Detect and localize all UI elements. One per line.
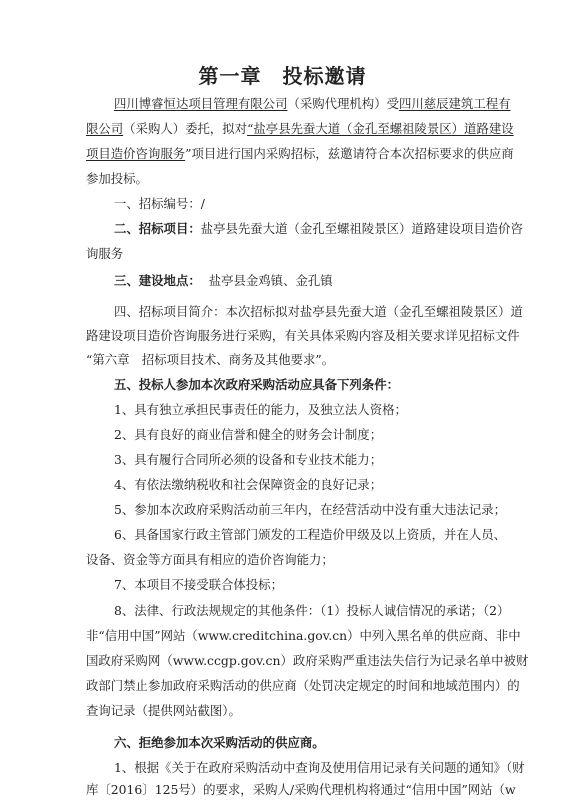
condition-6: 6、具备国家行政主管部门颁发的工程造价甲级及以上资质，并在人员、 <box>114 527 506 542</box>
chapter-title: 第一章 投标邀请 <box>198 64 367 88</box>
condition-4: 4、有依法缴纳税收和社会保障资金的良好记录； <box>114 477 383 492</box>
section-location: 三、建设地点： 盐亭县金鸡镇、金孔镇 <box>114 273 333 288</box>
intro-line-4: 参加投标。 <box>86 171 148 186</box>
condition-8-cont-4: 查询记录（提供网站截图）。 <box>86 703 241 718</box>
section-bid-project: 二、招标项目：盐亭县先蚕大道（金孔至螺祖陵景区）道路建设项目造价咨 <box>114 221 523 236</box>
condition-8-cont-3: 政部门禁止参加政府采购活动的供应商（处罚决定规定的时间和地域范围内）的 <box>86 678 520 693</box>
section-rejected-heading: 六、拒绝参加本次采购活动的供应商。 <box>114 735 325 750</box>
section-bid-project-cont: 询服务 <box>86 246 124 261</box>
project-name: “盐亭县先蚕大道（金孔至螺祖陵景区）道路建设 <box>247 121 514 136</box>
rejected-item-1-cont: 库〔2016〕125号）的要求，采购人/采购代理机构将通过“信用中国”网站（w <box>86 782 516 797</box>
condition-6-cont: 设备、资金等方面具有相应的造价咨询能力； <box>86 552 334 567</box>
intro-line-3: 项目造价咨询服务”项目进行国内采购招标，兹邀请符合本次招标要求的供应商 <box>86 146 514 161</box>
condition-8-cont-1: 非“信用中国”网站（www.creditchina.gov.cn）中列入黑名单的供应商、非中 <box>86 628 521 643</box>
condition-2: 2、具有良好的商业信誉和健全的财务会计制度； <box>114 427 383 442</box>
condition-5: 5、参加本次政府采购活动前三年内，在经营活动中没有重大违法记录； <box>114 502 506 517</box>
rejected-item-1: 1、根据《关于在政府采购活动中查询及使用信用记录有关问题的通知》（财 <box>114 760 525 775</box>
buyer-name-cont: 限公司 <box>86 121 124 136</box>
section-conditions-heading: 五、投标人参加本次政府采购活动应具备下列条件： <box>114 377 399 392</box>
condition-8: 8、法律、行政法规规定的其他条件：（1）投标人诚信情况的承诺；（2） <box>114 603 510 618</box>
section-summary-cont-1: 路建设项目造价咨询服务进行采购，有关具体采购内容及相关要求详见招标文件 <box>86 328 520 343</box>
section-summary: 四、招标项目简介：本次招标拟对盐亭县先蚕大道（金孔至螺祖陵景区）道 <box>114 304 523 319</box>
project-name-cont: 项目造价咨询服务 <box>86 146 186 161</box>
section-summary-cont-2: “第六章 招标项目技术、商务及其他要求”。 <box>86 352 335 367</box>
condition-3: 3、具有履行合同所必须的设备和专业技术能力； <box>114 452 383 467</box>
condition-8-cont-2: 国政府采购网（www.ccgp.gov.cn）政府采购严重违法失信行为记录名单中被财 <box>86 653 529 668</box>
condition-1: 1、具有独立承担民事责任的能力，及独立法人资格； <box>114 402 407 417</box>
intro-line-1: 四川博睿恒达项目管理有限公司（采购代理机构）受四川慈辰建筑工程有 <box>114 96 511 111</box>
buyer-name: 四川慈辰建筑工程有 <box>398 96 511 111</box>
condition-7: 7、本项目不接受联合体投标； <box>114 577 283 592</box>
intro-line-2: 限公司（采购人）委托，拟对“盐亭县先蚕大道（金孔至螺祖陵景区）道路建设 <box>86 121 514 136</box>
agency-name: 四川博睿恒达项目管理有限公司 <box>114 96 288 111</box>
section-bid-number: 一、招标编号：/ <box>114 196 205 211</box>
